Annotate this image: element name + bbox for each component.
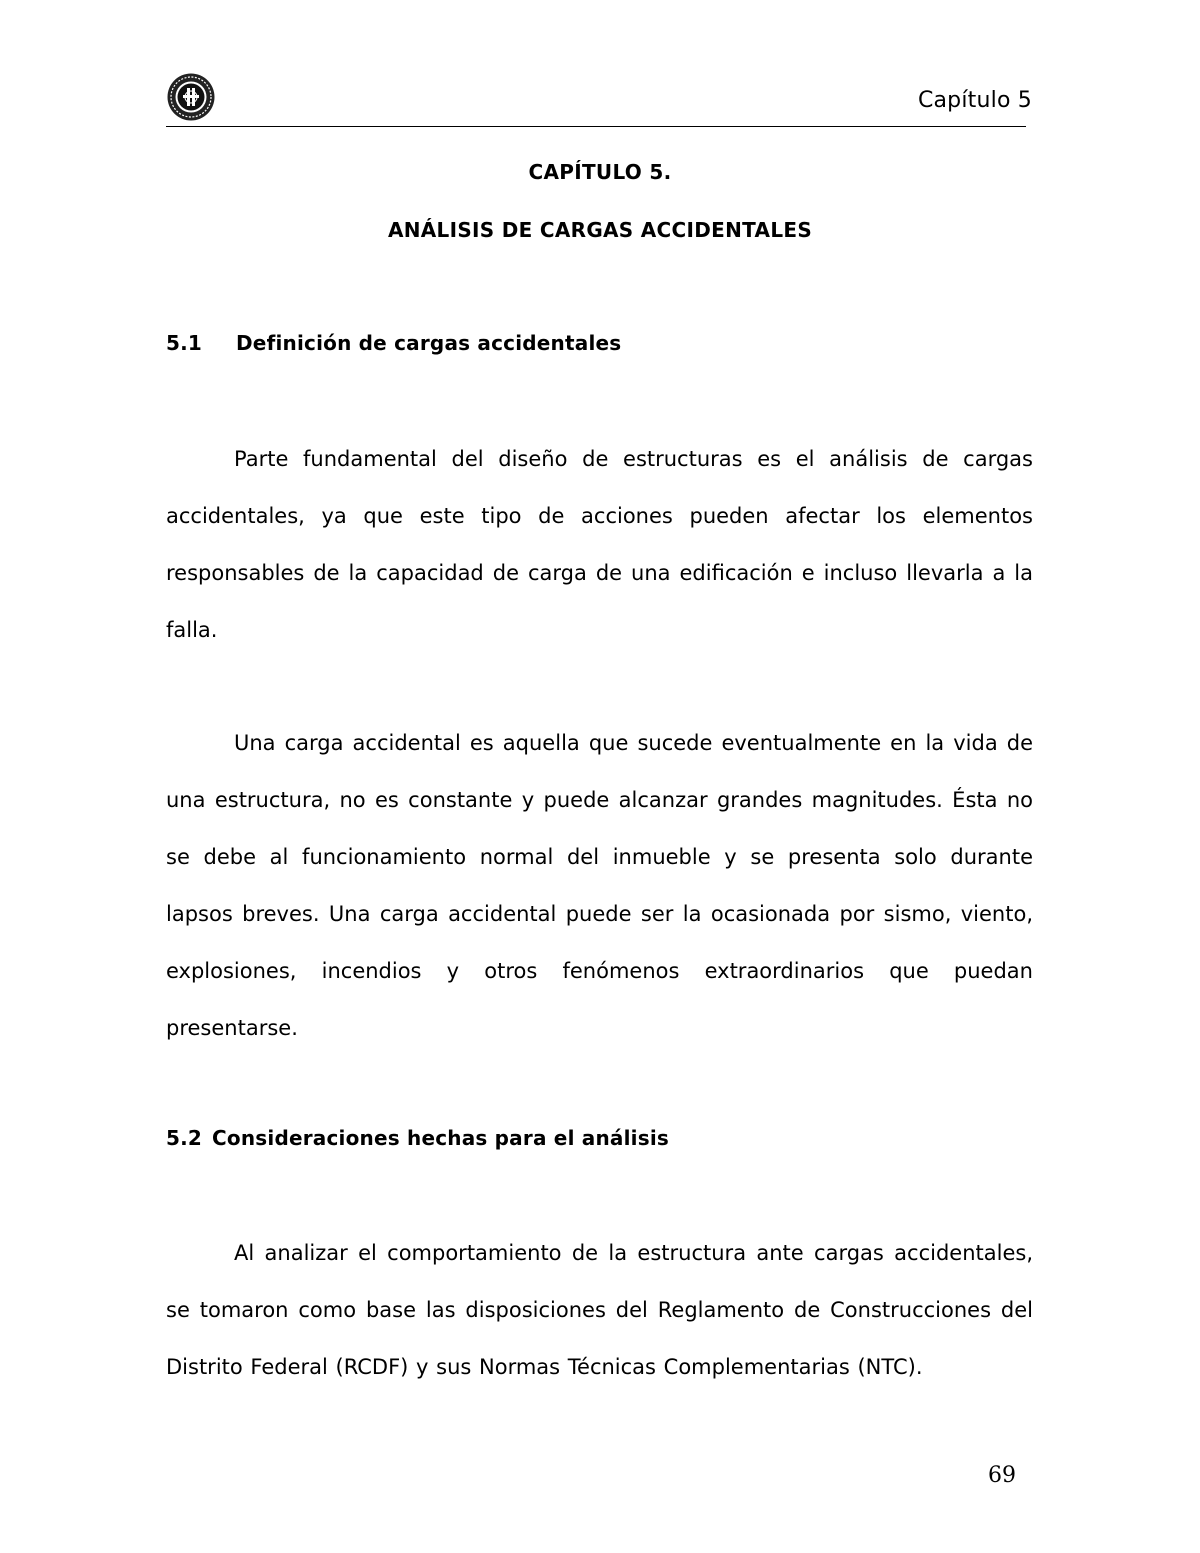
section-number: 5.1 bbox=[166, 331, 203, 355]
header-rule bbox=[166, 126, 1026, 127]
body-paragraph: Una carga accidental es aquella que sucede eventualmente en la vida de una estructura, no es constante y puede alcanzar grandes magnitudes. Ésta no se debe al funcionamiento normal del inmueble y se presenta solo durante lapsos breves. Una carga accidental puede ser la ocasionada por sismo, viento, explosiones, incendios y otros fenómenos extraordinarios que puedan presentarse. bbox=[166, 731, 1033, 1040]
body-paragraph: Parte fundamental del diseño de estructuras es el análisis de cargas accidentales, ya que este tipo de acciones pueden afectar los elementos responsables de la capacidad de carga de una edificación e incluso llevarla a la falla. bbox=[166, 447, 1033, 642]
section-number: 5.2 bbox=[166, 1126, 203, 1150]
running-header: Capítulo 5 bbox=[917, 88, 1032, 113]
university-seal-icon bbox=[166, 72, 216, 122]
chapter-subtitle: ANÁLISIS DE CARGAS ACCIDENTALES bbox=[387, 218, 813, 242]
body-paragraph: Al analizar el comportamiento de la estructura ante cargas accidentales, se tomaron como base las disposiciones del Reglamento de Construcciones del Distrito Federal (RCDF) y sus Normas Técnicas Complementarias (NTC). bbox=[166, 1241, 1033, 1379]
chapter-title: CAPÍTULO 5. bbox=[528, 160, 672, 184]
section-title: Definición de cargas accidentales bbox=[236, 331, 622, 355]
section-heading-5-1 bbox=[166, 331, 621, 355]
section-heading-5-2 bbox=[166, 1126, 669, 1150]
section-title: Consideraciones hechas para el análisis bbox=[212, 1126, 669, 1150]
page-number: 69 bbox=[988, 1463, 1016, 1488]
